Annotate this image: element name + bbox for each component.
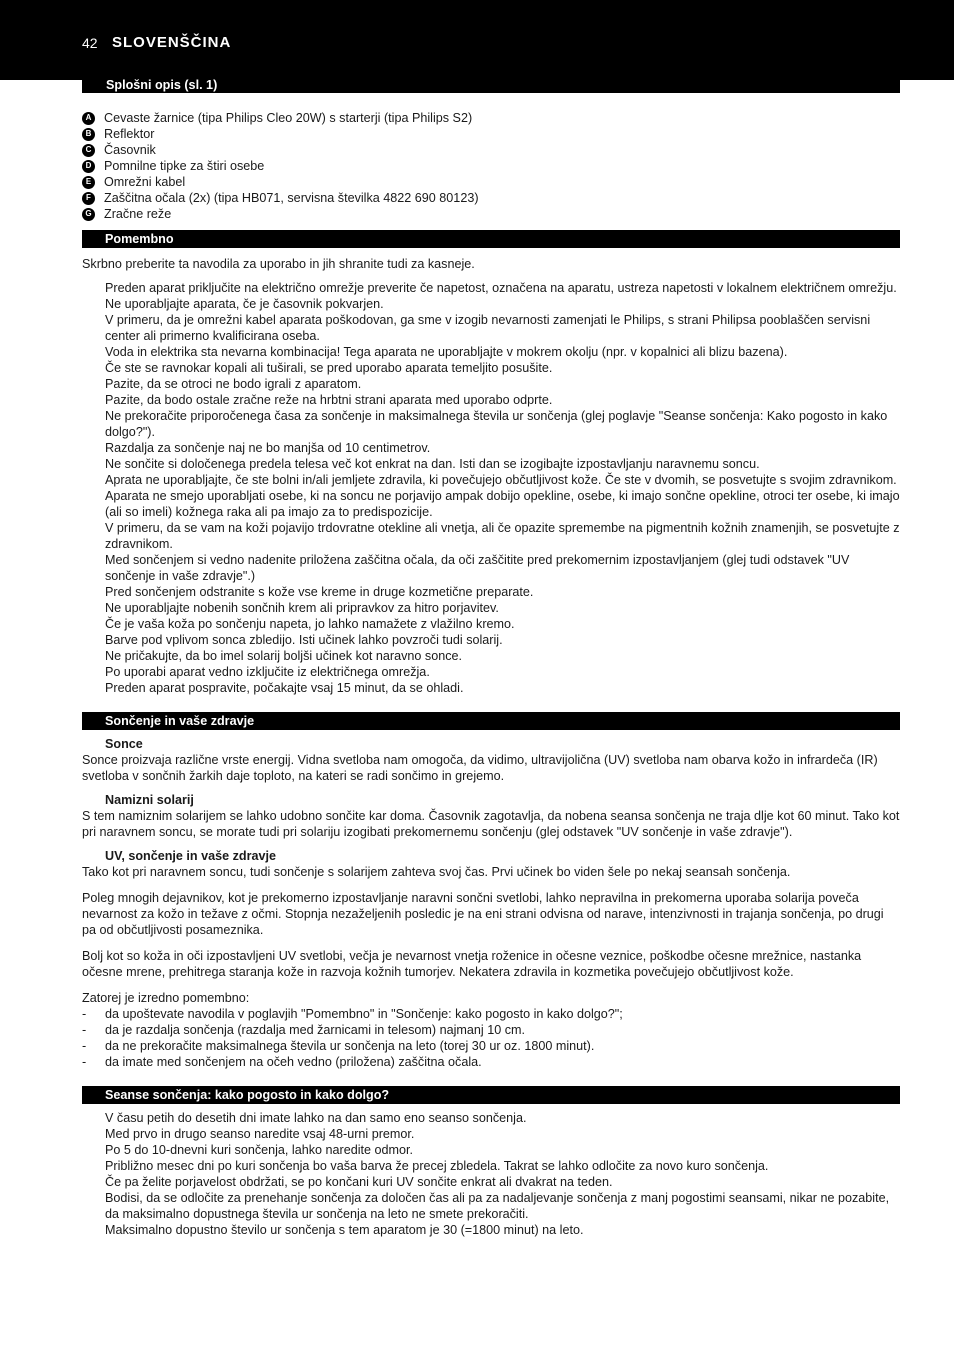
part-item <box>82 174 900 190</box>
section-heading-general: Splošni opis (sl. 1) <box>82 75 900 93</box>
part-label: Pomnilne tipke za štiri osebe <box>104 159 265 173</box>
session-item: Če pa želite porjavelost obdržati, se po končani kuri UV sončite enkrat ali dvakrat na teden. <box>105 1175 613 1189</box>
important-item: Voda in elektrika sta nevarna kombinacija! Tega aparata ne uporabljajte v mokrem okolju (npr. v kopalnici ali blizu bazena). <box>105 345 788 359</box>
section-heading-sessions: Seanse sončenja: kako pogosto in kako dolgo? <box>82 1086 900 1104</box>
dash-item <box>82 1022 900 1038</box>
important-item: Preden aparat priključite na električno omrežje preverite če napetost, označena na aparatu, ustreza napetosti v lokalnem električnem omrežju. <box>105 281 897 295</box>
important-item: Preden aparat pospravite, počakajte vsaj 15 minut, da se ohladi. <box>105 681 464 695</box>
part-item <box>82 110 900 126</box>
uv-heading: UV, sončenje in vaše zdravje <box>105 849 277 863</box>
part-letter-badge: A <box>82 112 95 125</box>
dash-marker: - <box>82 1007 87 1021</box>
page-number: 42 <box>82 35 98 51</box>
sun-heading: Sonce <box>105 737 143 751</box>
part-label: Reflektor <box>104 127 155 141</box>
important-list <box>82 280 900 696</box>
part-item <box>82 142 900 158</box>
session-item: V času petih do desetih dni imate lahko na dan samo eno seanso sončenja. <box>105 1111 527 1125</box>
important-item: Ne uporabljajte aparata, če je časovnik pokvarjen. <box>105 297 384 311</box>
dash-item <box>82 1006 900 1022</box>
part-item <box>82 206 900 222</box>
section-heading-health: Sončenje in vaše zdravje <box>82 712 900 730</box>
important-item: Če ste se ravnokar kopali ali tuširali, se pred uporabo aparata temeljito posušite. <box>105 361 553 375</box>
part-letter-badge: E <box>82 176 95 189</box>
session-item: Maksimalno dopustno število ur sončenja s tem aparatom je 30 (=1800 minut) na leto. <box>105 1223 584 1237</box>
sessions-list <box>82 1110 900 1238</box>
important-item: Razdalja za sončenje naj ne bo manjša od 10 centimetrov. <box>105 441 431 455</box>
important-item: Pazite, da se otroci ne bodo igrali z aparatom. <box>105 377 362 391</box>
dash-text: da imate med sončenjem na očeh vedno (priložena) zaščitna očala. <box>105 1055 482 1069</box>
important-item: Ne sončite si določenega predela telesa več kot enkrat na dan. Isti dan se izogibajte izpostavljanju naravnemu soncu. <box>105 457 760 471</box>
part-letter-badge: B <box>82 128 95 141</box>
important-item: V primeru, da je omrežni kabel aparata poškodovan, ga sme v izogib nevarnosti zamenjati le Philips, s strani Philipsa pooblaščen servisni center ali primerno kvalificirana oseba. <box>105 313 871 343</box>
part-letter-badge: F <box>82 192 95 205</box>
part-letter-badge: G <box>82 208 95 221</box>
part-item <box>82 126 900 142</box>
part-letter-badge: C <box>82 144 95 157</box>
uv-text-2: Poleg mnogih dejavnikov, kot je prekomerno izpostavljanje naravni sončni svetlobi, lahko nepravilna in prekomerna uporaba solarija poveča nevarnost za kožo in težave z očmi. Stopnja nezaželjenih posledic je na eni strani odvisna od narave, intenzivnosti in trajanja sončenja, po drugi pa od občutljivosti posameznika. <box>82 891 884 937</box>
dash-list <box>82 1006 900 1070</box>
dash-marker: - <box>82 1055 87 1069</box>
important-item: Aparata ne smejo uporabljati osebe, ki na soncu ne porjavijo ampak dobijo opekline, osebe, ki imajo sončne opekline, otroci ter osebe, ki imajo (ali so imeli) kožnega raka ali pa imajo za to predispozicije. <box>105 489 900 519</box>
solarium-text: S tem namiznim solarijem se lahko udobno sončite kar doma. Časovnik zagotavlja, da nobena seansa sončenja ne traja dlje kot 60 minut. Tako kot pri naravnem soncu, se morate tudi pri solariju izogibati prekomernemu sončenju (glej odstavek "UV sončenje in vaše zdravje"). <box>82 809 900 839</box>
dash-text: da je razdalja sončenja (razdalja med žarnicami in telesom) najmanj 10 cm. <box>105 1023 525 1037</box>
therefore-text: Zatorej je izredno pomembno: <box>82 991 250 1005</box>
important-intro: Skrbno preberite ta navodila za uporabo in jih shranite tudi za kasneje. <box>82 257 475 271</box>
part-label: Omrežni kabel <box>104 175 186 189</box>
important-item: Med sončenjem si vedno nadenite priložena zaščitna očala, da oči zaščitite pred prekomernim izpostavljanjem (glej tudi odstavek "UV sončenje in vaše zdravje".) <box>105 553 850 583</box>
important-item: V primeru, da se vam na koži pojavijo trdovratne otekline ali vnetja, ali če opazite spremembe na pigmentnih kožnih znamenjih, se posvetujte z zdravnikom. <box>105 521 900 551</box>
dash-item <box>82 1054 900 1070</box>
header-bar <box>0 0 954 80</box>
parts-list <box>82 110 900 222</box>
uv-text-1: Tako kot pri naravnem soncu, tudi sončenje s solarijem zahteva svoj čas. Prvi učinek bo viden šele po nekaj seansah sončenja. <box>82 865 791 879</box>
language-title: SLOVENŠČINA <box>112 34 232 51</box>
session-item: Bodisi, da se odločite za prenehanje sončenja za določen čas ali pa za nadaljevanje sončenja z manj pogostimi seansami, nikar ne pozabite, da maksimalno dopustnega števila ur sončenja na leto ne smete prekoračiti. <box>105 1191 890 1221</box>
document-body <box>82 75 900 1238</box>
dash-marker: - <box>82 1023 87 1037</box>
dash-item <box>82 1038 900 1054</box>
important-item: Ne uporabljajte nobenih sončnih krem ali pripravkov za hitro porjavitev. <box>105 601 499 615</box>
session-item: Med prvo in drugo seanso naredite vsaj 48-urni premor. <box>105 1127 415 1141</box>
part-label: Cevaste žarnice (tipa Philips Cleo 20W) s starterji (tipa Philips S2) <box>104 111 473 125</box>
important-item: Ne prekoračite priporočenega časa za sončenje in maksimalnega števila ur sončenja (glej poglavje "Seanse sončenja: Kako pogosto in kako dolgo?"). <box>105 409 888 439</box>
session-item: Po 5 do 10-dnevni kuri sončenja, lahko naredite odmor. <box>105 1143 414 1157</box>
sun-text: Sonce proizvaja različne vrste energij. Vidna svetloba nam omogoča, da vidimo, ultravijolična (UV) svetloba nam obarva kožo in infrardeča (IR) svetloba v sončnih žarkih daje toploto, na kateri se radi sončimo in grejemo. <box>82 753 878 783</box>
important-item: Pred sončenjem odstranite s kože vse kreme in druge kozmetične preparate. <box>105 585 534 599</box>
important-item: Če je vaša koža po sončenju napeta, jo lahko namažete z vlažilno kremo. <box>105 617 515 631</box>
section-heading-important: Pomembno <box>82 230 900 248</box>
dash-marker: - <box>82 1039 87 1053</box>
important-item: Ne pričakujte, da bo imel solarij boljši učinek kot naravno sonce. <box>105 649 463 663</box>
session-item: Približno mesec dni po kuri sončenja bo vaša barva že precej zbledela. Takrat se lahko odločite za novo kuro sončenja. <box>105 1159 769 1173</box>
important-item: Aprata ne uporabljajte, če ste bolni in/ali jemljete zdravila, ki povečujejo občutljivost kože. Če ste v dvomih, se posvetujte s svojim zdravnikom. <box>105 473 897 487</box>
part-label: Zračne reže <box>104 207 172 221</box>
part-item <box>82 190 900 206</box>
dash-text: da upoštevate navodila v poglavjih "Pomembno" in "Sončenje: kako pogosto in kako dolgo?"; <box>105 1007 623 1021</box>
solarium-heading: Namizni solarij <box>105 793 194 807</box>
part-item <box>82 158 900 174</box>
part-letter-badge: D <box>82 160 95 173</box>
important-item: Po uporabi aparat vedno izključite iz električnega omrežja. <box>105 665 430 679</box>
part-label: Časovnik <box>104 143 156 157</box>
important-item: Barve pod vplivom sonca zbledijo. Isti učinek lahko povzroči tudi solarij. <box>105 633 503 647</box>
uv-text-3: Bolj kot so koža in oči izpostavljeni UV svetlobi, večja je nevarnost vnetja roženice in očesne veznice, poškodbe očesne mrežnice, nastanka očesne mrene, prehitrega staranja kože in razvoja kožnih tumorjev. Nekatera zdravila in kozmetika povečujejo občutljivost kože. <box>82 949 862 979</box>
important-item: Pazite, da bodo ostale zračne reže na hrbtni strani aparata med uporabo odprte. <box>105 393 553 407</box>
dash-text: da ne prekoračite maksimalnega števila ur sončenja na leto (torej 30 ur oz. 1800 minut). <box>105 1039 595 1053</box>
part-label: Zaščitna očala (2x) (tipa HB071, servisna številka 4822 690 80123) <box>104 191 479 205</box>
